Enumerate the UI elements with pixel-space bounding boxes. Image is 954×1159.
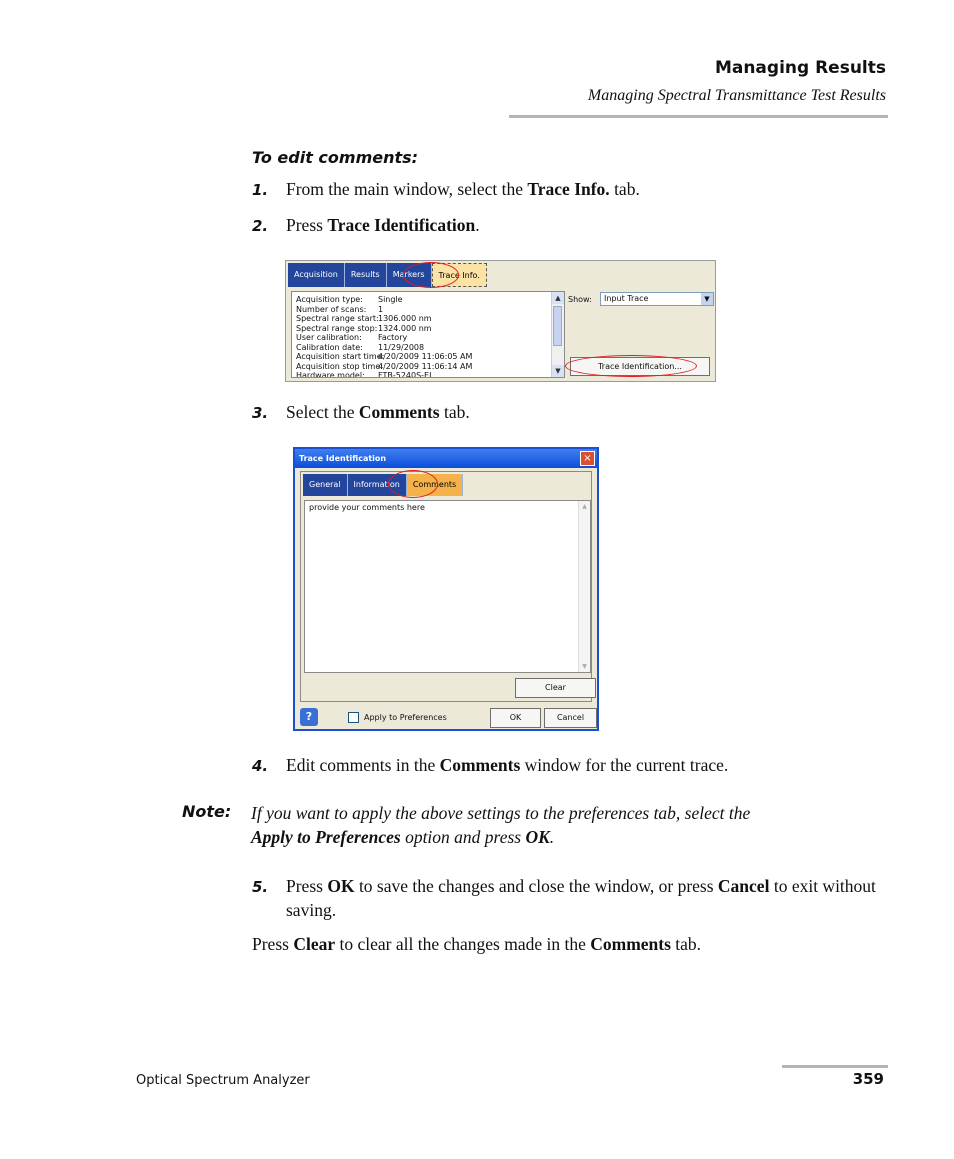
info-label: Spectral range start:	[296, 314, 379, 323]
step-text: tab.	[609, 179, 640, 199]
note-bold: Apply to Preferences	[251, 827, 401, 847]
info-row	[296, 295, 403, 304]
note-text	[251, 801, 881, 849]
info-row	[296, 371, 431, 378]
info-value: Factory	[378, 333, 408, 342]
dialog-tab-area	[300, 471, 592, 702]
trace-identification-button[interactable]: Trace Identification...	[570, 357, 710, 376]
step-number: 2.	[252, 217, 269, 235]
step-span: Press	[286, 876, 328, 896]
step-text: window for the current trace.	[520, 755, 729, 775]
info-row	[296, 362, 472, 371]
para-bold: Clear	[293, 934, 336, 954]
tab-markers[interactable]: Markers	[387, 263, 432, 287]
step-2	[252, 215, 480, 236]
step-text: Press	[286, 215, 328, 235]
info-label: Acquisition start time:	[296, 352, 385, 361]
help-icon[interactable]: ?	[300, 708, 318, 726]
scroll-thumb[interactable]	[553, 306, 562, 346]
info-label: User calibration:	[296, 333, 362, 342]
header-subtitle: Managing Spectral Transmittance Test Results	[587, 87, 886, 104]
info-label: Calibration date:	[296, 342, 363, 352]
procedure-title: To edit comments:	[252, 148, 419, 167]
step-text: Select the	[286, 402, 359, 422]
comments-textarea[interactable]	[304, 500, 591, 673]
step-text	[286, 874, 888, 922]
info-row	[296, 333, 407, 342]
note-line: If you want to apply the above settings to the preferences tab, select the	[251, 803, 751, 823]
apply-preferences-label: Apply to Preferences	[364, 713, 447, 722]
tab-information[interactable]: Information	[348, 474, 407, 496]
step-1	[252, 179, 640, 200]
final-paragraph	[252, 934, 701, 955]
step-5	[252, 874, 888, 922]
info-row	[296, 314, 432, 323]
scroll-down-icon[interactable]: ▼	[582, 663, 587, 670]
info-scrollbar[interactable]	[551, 292, 564, 377]
apply-preferences-checkbox[interactable]	[348, 712, 359, 723]
header-rule	[509, 115, 888, 118]
info-value: 4/20/2009 11:06:05 AM	[378, 352, 473, 361]
step-bold: Trace Info.	[527, 179, 610, 199]
note-line	[251, 825, 881, 849]
scroll-up-icon[interactable]: ▲	[552, 292, 564, 304]
para-span: Press	[252, 934, 294, 954]
dialog-tab-bar	[303, 474, 463, 496]
note-label: Note:	[182, 802, 232, 821]
step-span: to exit without saving.	[286, 876, 876, 920]
step-number: 1.	[252, 181, 269, 199]
info-value: 1306.000 nm	[378, 314, 432, 323]
show-label: Show:	[568, 295, 592, 304]
para-bold: Comments	[590, 934, 671, 954]
info-value: 4/20/2009 11:06:14 AM	[378, 361, 473, 371]
tab-results[interactable]: Results	[345, 263, 387, 287]
chevron-down-icon[interactable]: ▼	[701, 293, 713, 305]
step-number: 5.	[252, 878, 269, 896]
step-text: From the main window, select the	[286, 179, 528, 199]
info-row	[296, 305, 383, 314]
trace-identification-dialog	[293, 447, 599, 731]
info-value: 1	[378, 304, 384, 314]
info-row	[296, 324, 432, 333]
comments-scrollbar[interactable]	[578, 501, 590, 672]
info-label: Number of scans:	[296, 304, 367, 314]
trace-info-screenshot	[285, 260, 716, 382]
tab-acquisition[interactable]: Acquisition	[288, 263, 345, 287]
clear-button[interactable]: Clear	[515, 678, 596, 698]
comments-text: provide your comments here	[309, 503, 425, 512]
tab-comments[interactable]: Comments	[407, 474, 463, 496]
scroll-down-icon[interactable]: ▼	[552, 365, 564, 377]
para-span: tab.	[670, 934, 702, 954]
scroll-up-icon[interactable]: ▲	[582, 503, 587, 510]
step-bold: Trace Identification	[327, 215, 476, 235]
step-span: to save the changes and close the window, or press	[354, 876, 718, 896]
close-icon[interactable]: ×	[580, 451, 595, 466]
highlight-circle	[403, 262, 459, 288]
step-bold: Comments	[358, 402, 440, 422]
info-value: FTB-5240S-EI	[378, 371, 432, 378]
info-row	[296, 343, 424, 352]
show-select-value: Input Trace	[604, 294, 649, 303]
info-value: Single	[378, 295, 403, 304]
page-number: 359	[852, 1070, 884, 1088]
info-value: 1324.000 nm	[378, 323, 432, 333]
step-3	[252, 402, 470, 423]
info-label: Acquisition stop time:	[296, 361, 383, 371]
note-span: .	[549, 827, 555, 847]
step-bold: Comments	[439, 755, 521, 775]
note-span: option and press	[400, 827, 526, 847]
step-text: .	[475, 215, 480, 235]
para-span: to clear all the changes made in the	[335, 934, 591, 954]
trace-info-panel	[291, 291, 565, 378]
note-bold: OK	[525, 827, 550, 847]
step-number: 4.	[252, 757, 269, 775]
step-bold: Cancel	[717, 876, 770, 896]
step-bold: OK	[327, 876, 355, 896]
step-text: Edit comments in the	[286, 755, 440, 775]
highlight-circle	[388, 470, 438, 498]
show-select[interactable]	[600, 292, 714, 306]
dialog-title: Trace Identification	[295, 449, 597, 468]
info-row	[296, 352, 472, 361]
step-number: 3.	[252, 404, 269, 422]
ok-button[interactable]: OK	[490, 708, 541, 728]
header-title: Managing Results	[714, 58, 886, 78]
footer-product: Optical Spectrum Analyzer	[136, 1073, 310, 1088]
footer-rule	[782, 1065, 888, 1068]
cancel-button[interactable]: Cancel	[544, 708, 597, 728]
tab-general[interactable]: General	[303, 474, 348, 496]
highlight-circle	[565, 355, 697, 377]
info-label: Hardware model:	[296, 371, 365, 378]
info-label: Acquisition type:	[296, 295, 363, 304]
info-label: Spectral range stop:	[296, 323, 378, 333]
tab-trace-info[interactable]: Trace Info.	[432, 263, 487, 287]
step-text: tab.	[439, 402, 470, 422]
info-value: 11/29/2008	[378, 342, 425, 352]
step-4	[252, 755, 728, 776]
